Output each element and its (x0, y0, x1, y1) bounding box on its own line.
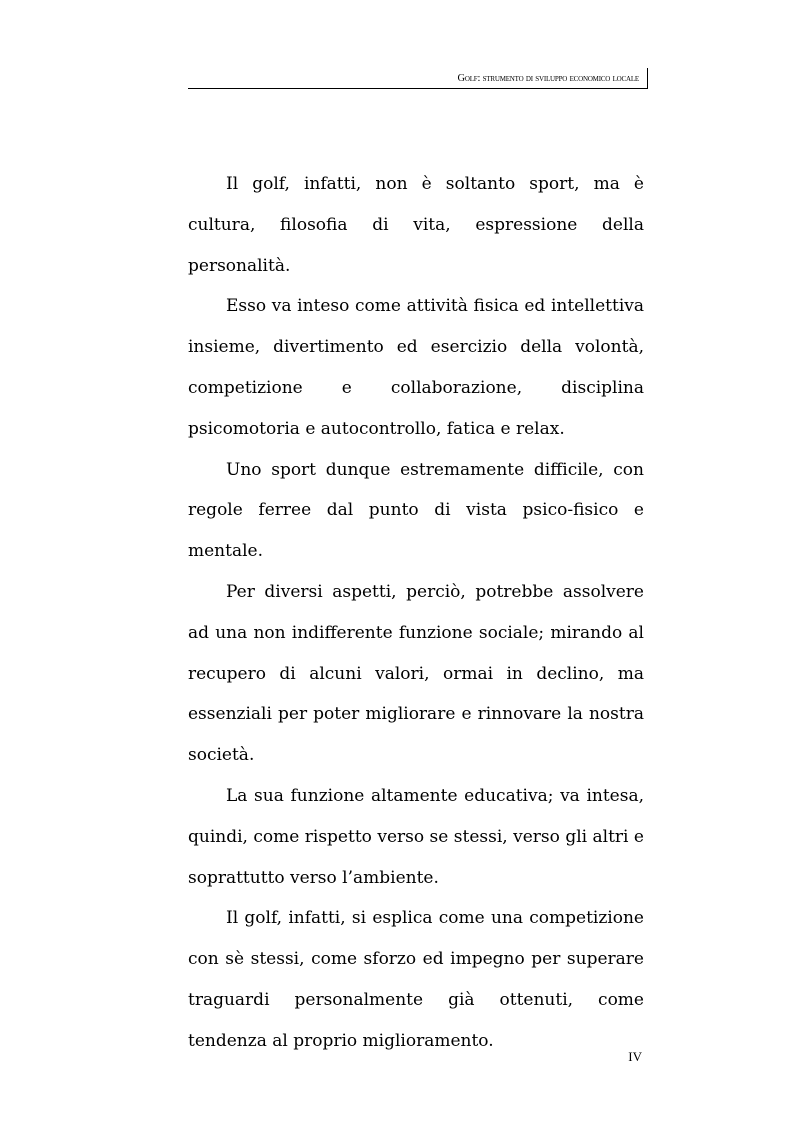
paragraph: Il golf, infatti, non è soltanto sport, ma è cultura, filosofia di vita, espressione della personalità. (188, 174, 644, 276)
paragraph: Esso va inteso come attività fisica ed intellettiva insieme, divertimento ed esercizio della volontà, competizione e collaborazione, disciplina psicomotoria e autocontrollo, fatica e relax. (188, 296, 644, 439)
paragraph: La sua funzione altamente educativa; va intesa, quindi, come rispetto verso se stessi, verso gli altri e soprattutto verso l’ambiente. (188, 785, 644, 888)
page-number: IV (628, 1049, 642, 1064)
paragraph: Per diversi aspetti, perciò, potrebbe assolvere ad una non indifferente funzione sociale; mirando al recupero di alcuni valori, ormai in declino, ma essenziali per poter migliorare e rinnovare la nostra società. (188, 581, 644, 766)
running-header (188, 68, 648, 89)
paragraph: Uno sport dunque estremamente difficile, con regole ferree dal punto di vista psico-fisico e mentale. (188, 459, 644, 562)
paragraph: Il golf, infatti, si esplica come una competizione con sè stessi, come sforzo ed impegno per superare traguardi personalmente già ottenuti, come tendenza al proprio miglioramento. (188, 908, 644, 1051)
running-header-title: Golf: strumento di sviluppo economico locale (457, 73, 639, 84)
body-text (188, 164, 644, 1062)
